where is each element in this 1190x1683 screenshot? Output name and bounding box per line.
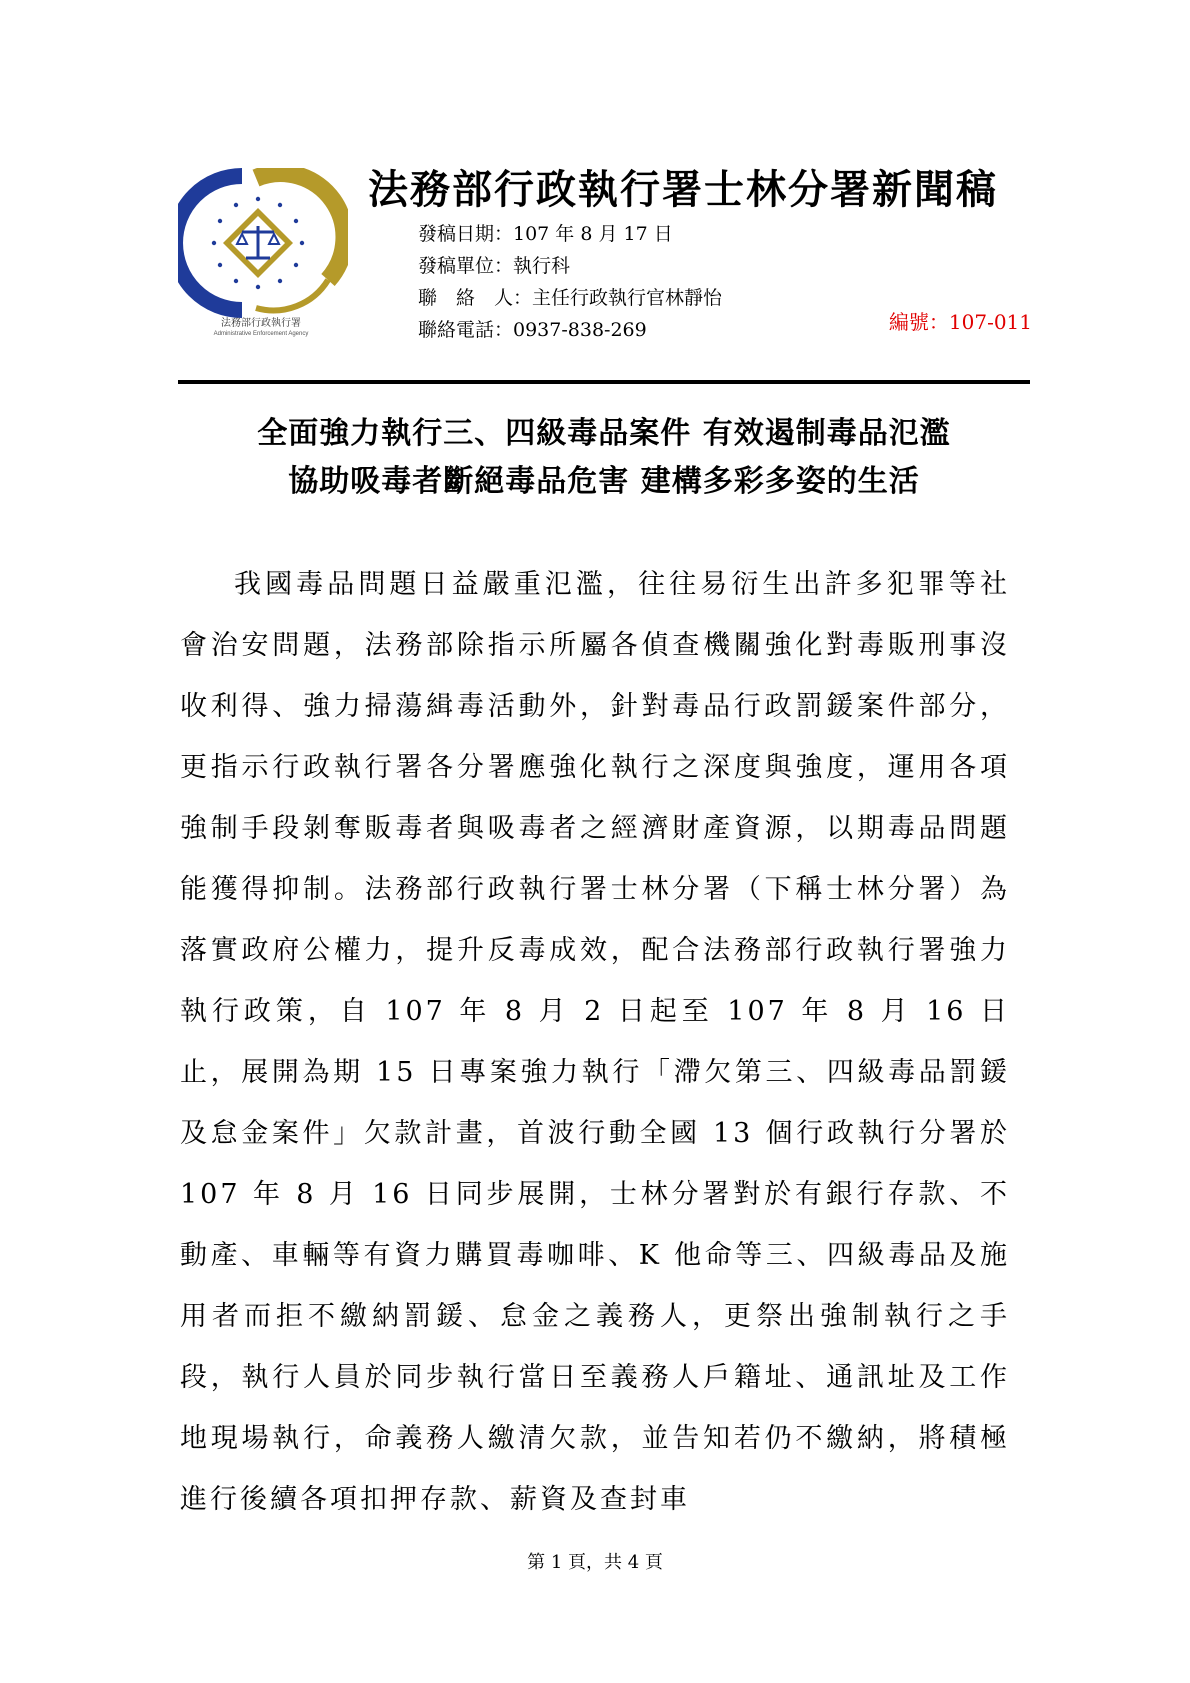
release-date: 發稿日期：107 年 8 月 17 日 xyxy=(418,223,673,245)
header-divider xyxy=(178,380,1030,384)
page-number: 第 1 頁，共 4 頁 xyxy=(527,1552,663,1573)
press-release-meta xyxy=(418,218,722,346)
contact-person: 聯 絡 人：主任行政執行官林靜怡 xyxy=(418,287,723,309)
scales-of-justice-emblem-icon xyxy=(178,168,348,318)
contact-phone: 聯絡電話：0937-838-269 xyxy=(418,319,647,341)
headline xyxy=(178,410,1030,506)
logo-caption: 法務部行政執行署 xyxy=(221,318,301,329)
headline-line-1: 全面強力執行三、四級毒品案件 有效遏制毒品氾濫 xyxy=(257,416,951,451)
serial-number: 編號：107-011 xyxy=(888,310,1032,334)
press-release-title: 法務部行政執行署士林分署新聞稿 xyxy=(368,166,998,213)
agency-logo xyxy=(178,168,358,338)
release-unit: 發稿單位：執行科 xyxy=(418,255,571,277)
logo-caption-english: Administrative Enforcement Agency xyxy=(213,331,309,337)
headline-line-2: 協助吸毒者斷絕毒品危害 建構多彩多姿的生活 xyxy=(288,464,920,499)
article-body: 我國毒品問題日益嚴重氾濫，往往易衍生出許多犯罪等社會治安問題，法務部除指示所屬各偵查機關強化對毒販刑事沒收利得、強力掃蕩緝毒活動外，針對毒品行政罰鍰案件部分，更指示行政執行署各分署應強化執行之深度與強度，運用各項強制手段剝奪販毒者與吸毒者之經濟財產資源，以期毒品問題能獲得抑制。法務部行政執行署士林分署（下稱士林分署）為落實政府公權力，提升反毒成效，配合法務部行政執行署強力執行政策，自 107 年 8 月 2 日起至 107 年 8 月 16 日止，展開為期 15 日專案強力執行「滯欠第三、四級毒品罰鍰及怠金案件」欠款計畫，首波行動全國 13 個行政執行分署於 107 年 8 月 16 日同步展開，士林分署對於有銀行存款、不動產、車輛等有資力購買毒咖啡、K 他命等三、四級毒品及施用者而拒不繳納罰鍰、怠金之義務人，更祭出強制執行之手段，執行人員於同步執行當日至義務人戶籍址、通訊址及工作地現場執行，命義務人繳清欠款，並告知若仍不繳納，將積極進行後續各項扣押存款、薪資及查封車 xyxy=(180,569,1010,1515)
